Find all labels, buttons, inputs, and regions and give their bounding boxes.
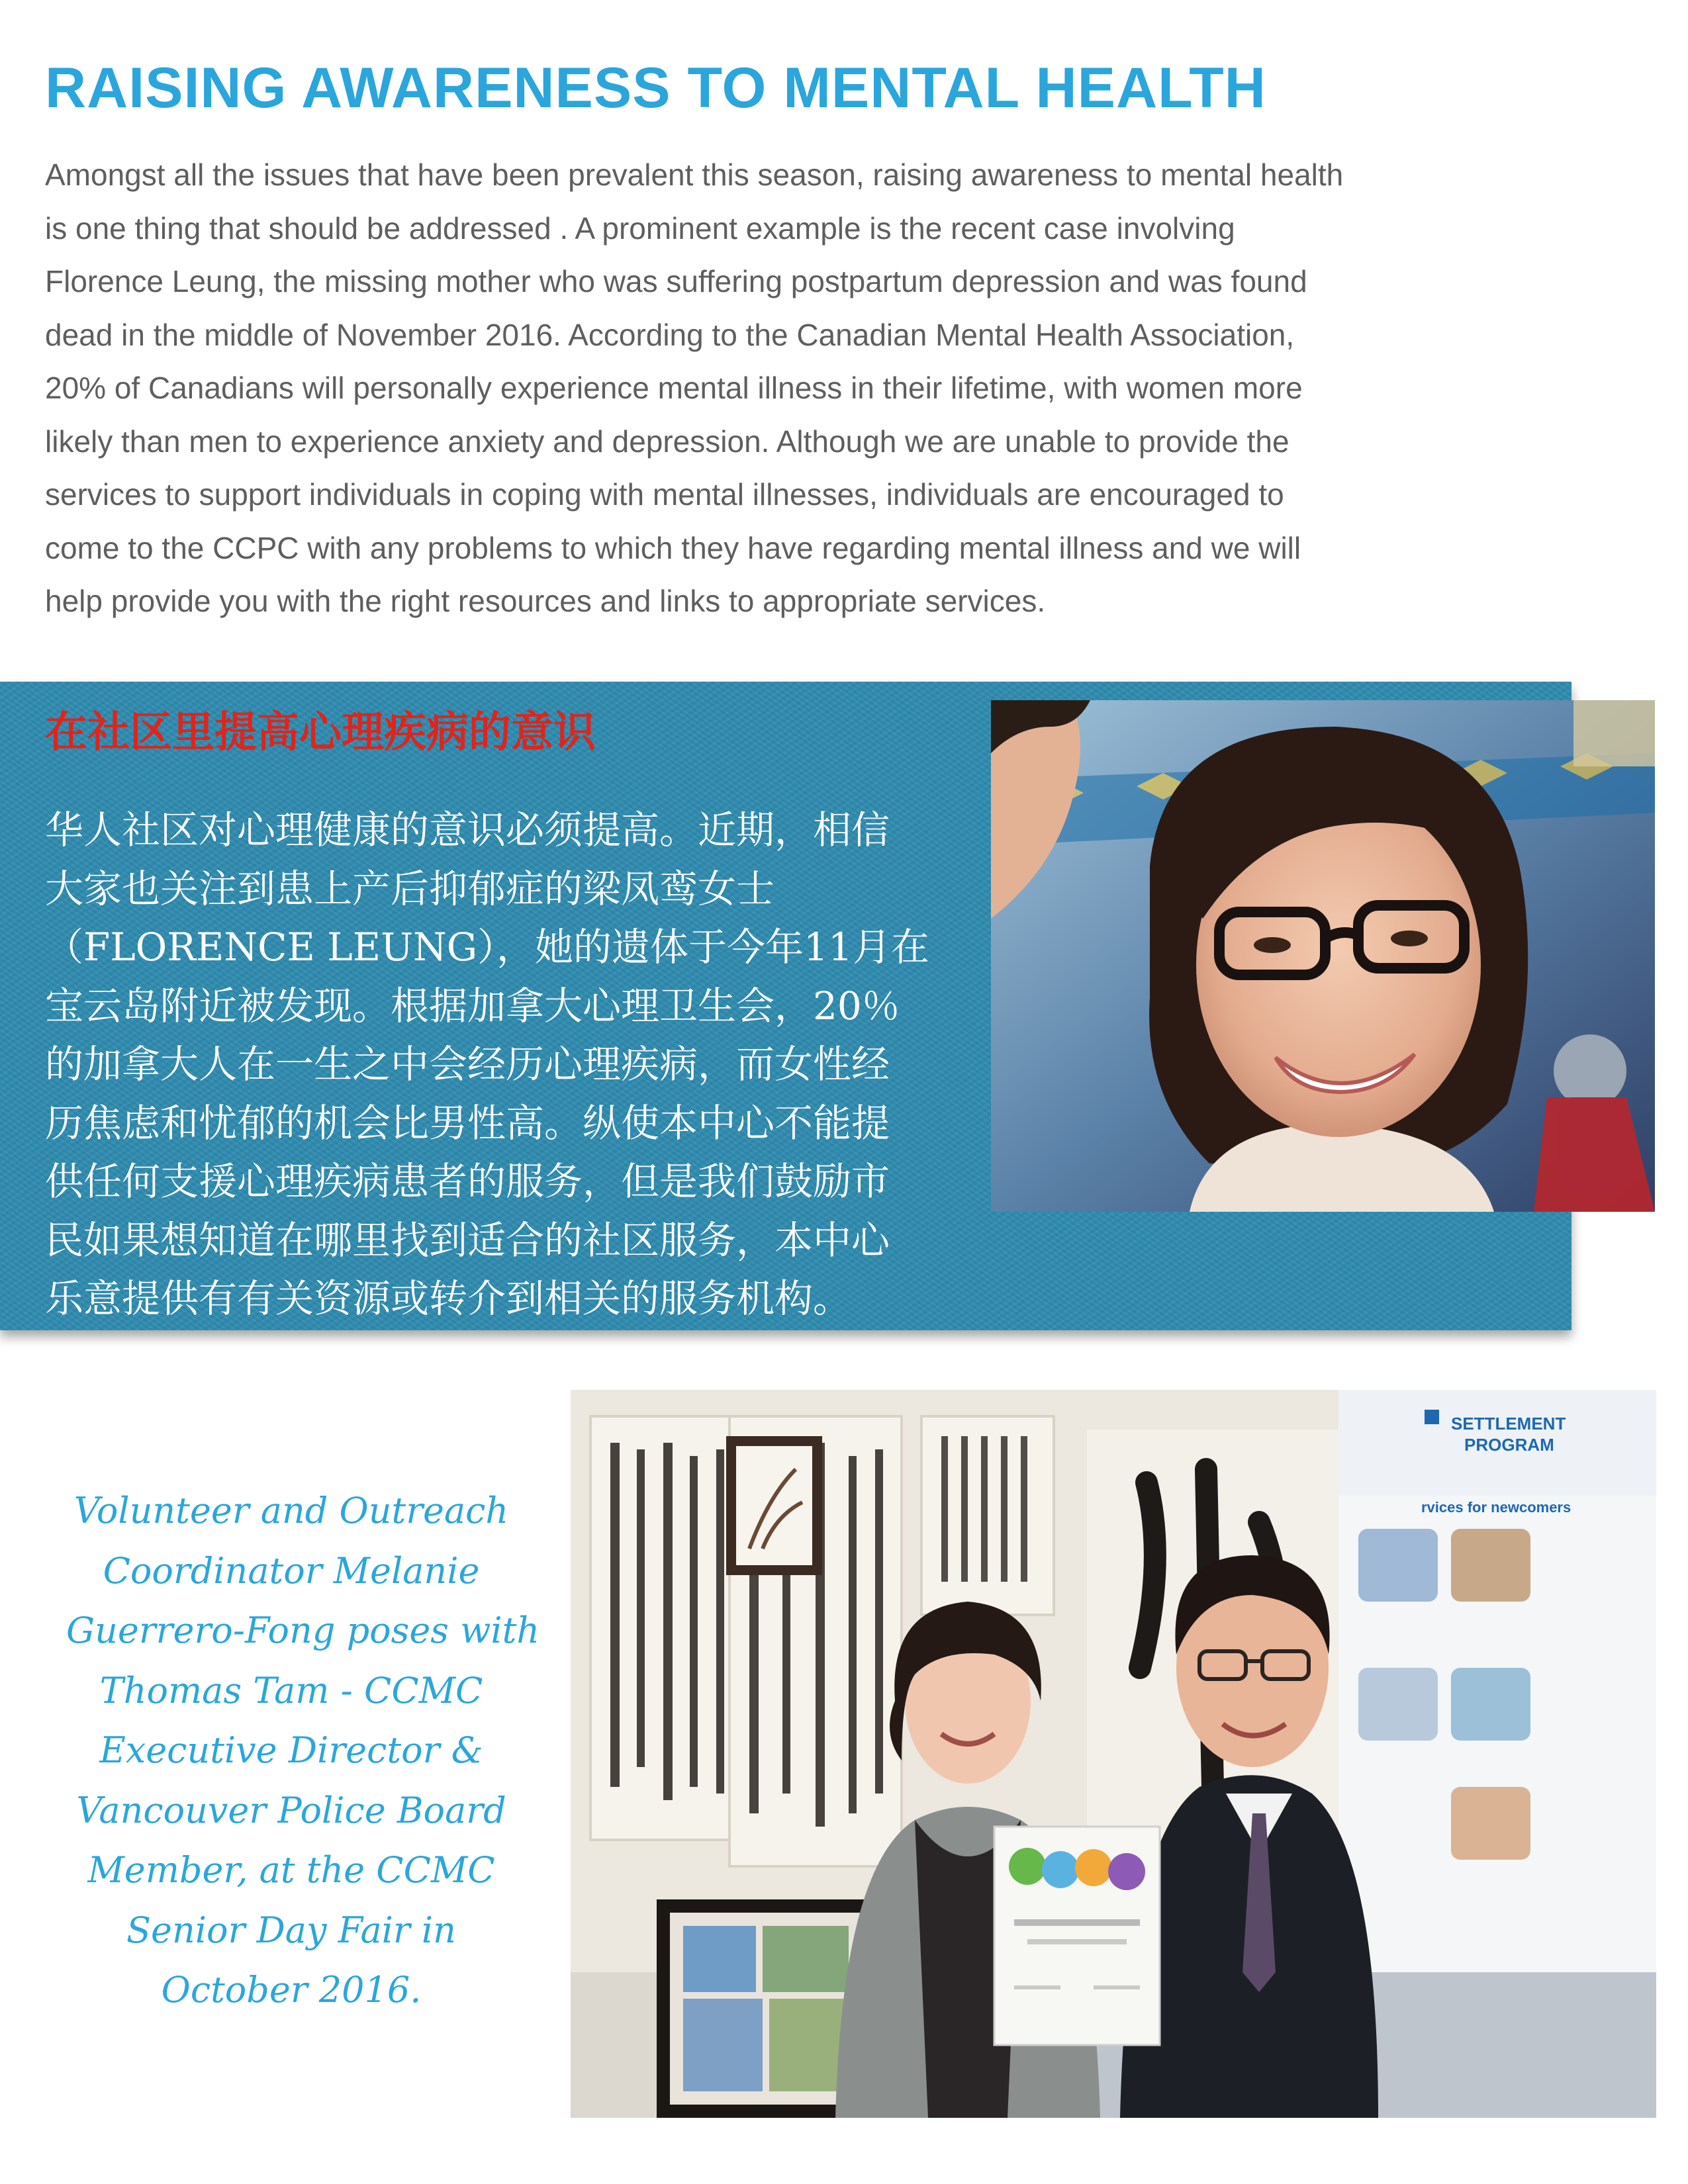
chinese-body-line: 大家也关注到患上产后抑郁症的梁凤鸾女士 (45, 866, 775, 911)
chinese-body-line: （FLORENCE LEUNG），她的遗体于今年11月在 (45, 925, 929, 970)
article-body-line: help provide you with the right resources and links to appropriate services. (45, 584, 1046, 618)
fair-photo-caption (66, 1481, 540, 2021)
article-body-line: come to the CCPC with any problems to which they have regarding mental illness and we will (45, 530, 1301, 565)
chinese-body-line: 的加拿大人在一生之中会经历心理疾病，而女性经 (45, 1042, 890, 1087)
caption-line: Thomas Tam - CCMC (99, 1669, 483, 1711)
banner-subtitle: rvices for newcomers (1421, 1499, 1571, 1516)
chinese-body-line: 历焦虑和忧郁的机会比男性高。纵使本中心不能提 (45, 1100, 890, 1146)
article-body (45, 148, 1647, 628)
chinese-body-line: 供任何支援心理疾病患者的服务，但是我们鼓励市 (45, 1159, 890, 1204)
caption-line: Coordinator Melanie (103, 1549, 480, 1592)
caption-line: Member, at the CCMC (87, 1849, 495, 1891)
caption-line: October 2016. (161, 1969, 422, 2011)
florence-leung-photo (991, 700, 1655, 1212)
chinese-section-body (45, 801, 972, 1328)
caption-line: Volunteer and Outreach (73, 1490, 509, 1531)
banner-line-1: SETTLEMENT (1451, 1414, 1566, 1433)
caption-line: Guerrero-Fong poses with (66, 1610, 540, 1651)
article-body-line: services to support individuals in coping with mental illnesses, individuals are encouraged to (45, 477, 1284, 512)
senior-day-fair-photo (571, 1390, 1656, 2118)
chinese-body-line: 乐意提供有有关资源或转介到相关的服务机构。 (45, 1276, 852, 1321)
chinese-body-line: 华人社区对心理健康的意识必须提高。近期，相信 (45, 807, 890, 852)
caption-line: Vancouver Police Board (76, 1789, 506, 1831)
article-body-line: 20% of Canadians will personally experience mental illness in their lifetime, with women more (45, 371, 1303, 405)
article-body-line: likely than men to experience anxiety and depression. Although we are unable to provide the (45, 424, 1289, 459)
chinese-section-title: 在社区里提高心理疾病的意识 (45, 708, 596, 757)
banner-line-2: PROGRAM (1464, 1435, 1554, 1455)
article-body-line: dead in the middle of November 2016. According to the Canadian Mental Health Association, (45, 317, 1295, 352)
article-body-line: is one thing that should be addressed . A prominent example is the recent case involving (45, 210, 1235, 246)
article-title: RAISING AWARENESS TO MENTAL HEALTH (45, 56, 1266, 120)
chinese-body-line: 民如果想知道在哪里找到适合的社区服务，本中心 (45, 1217, 890, 1263)
caption-line: Executive Director & (99, 1729, 483, 1771)
caption-line: Senior Day Fair in (126, 1909, 456, 1951)
chinese-body-line: 宝云岛附近被发现。根据加拿大心理卫生会，20％ (45, 983, 900, 1028)
article-body-line: Florence Leung, the missing mother who was suffering postpartum depression and was found (45, 264, 1307, 298)
article-body-line: Amongst all the issues that have been prevalent this season, raising awareness to mental health (45, 158, 1344, 192)
